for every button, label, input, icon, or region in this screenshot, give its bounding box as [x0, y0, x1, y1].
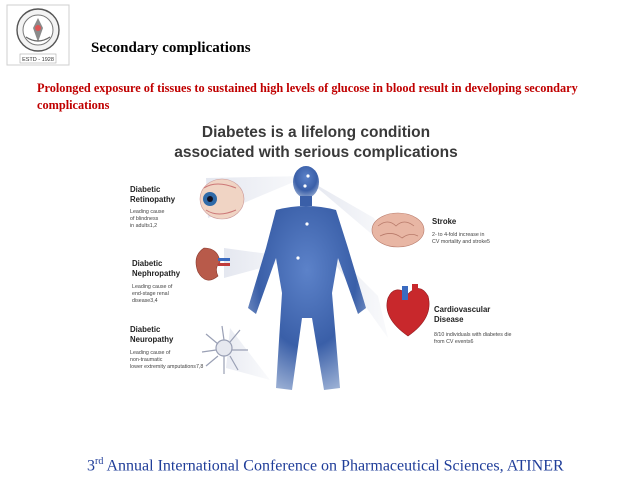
nephropathy-head1: Diabetic — [132, 259, 163, 268]
neuropathy-body3: lower extremity amputations7,8 — [130, 364, 204, 370]
retinopathy-head2: Retinopathy — [130, 195, 176, 204]
institution-logo — [6, 4, 70, 66]
neuropathy-head1: Diabetic — [130, 325, 161, 334]
footer-ordinal-suffix: rd — [95, 456, 104, 467]
nephropathy-body2: end-stage renal — [132, 291, 169, 297]
eye-icon — [200, 179, 244, 219]
retinopathy-body3: in adults1,2 — [130, 223, 158, 229]
stroke-body1: 2- to 4-fold increase in — [432, 232, 485, 238]
figure-title-line1: Diabetes is a lifelong condition — [201, 124, 431, 141]
brain-icon — [372, 213, 424, 247]
slide-subtitle: Prolonged exposure of tissues to sustained high levels of glucose in blood result in developing secondary complications — [37, 81, 578, 112]
neuropathy-body2: non-traumatic — [130, 357, 163, 363]
neuropathy-head2: Neuropathy — [130, 335, 174, 344]
slide-title: Secondary complications — [91, 40, 251, 56]
cardio-head2: Disease — [434, 315, 464, 324]
stroke-body2: CV mortality and stroke5 — [432, 239, 490, 245]
diabetes-complications-figure — [126, 118, 512, 401]
cardio-body1: 8/10 individuals with diabetes die — [434, 332, 512, 338]
cardio-body2: from CV events6 — [434, 339, 474, 345]
cardio-head1: Cardiovascular — [434, 305, 491, 314]
conference-footer — [87, 456, 564, 475]
nephropathy-body1: Leading cause of — [132, 284, 173, 290]
retinopathy-body2: of blindness — [130, 216, 159, 222]
footer-ordinal: 3 — [87, 457, 95, 475]
neuropathy-body1: Leading cause of — [130, 350, 171, 356]
footer-text: Annual International Conference on Pharmaceutical Sciences, ATINER — [103, 457, 564, 475]
figure-title-line2: associated with serious complications — [174, 144, 458, 161]
logo-established-text: ESTD - 1928 — [22, 57, 54, 63]
retinopathy-head1: Diabetic — [130, 185, 161, 194]
retinopathy-body1: Leading cause — [130, 209, 165, 215]
stroke-head1: Stroke — [432, 217, 457, 226]
nephropathy-head2: Nephropathy — [132, 269, 181, 278]
nephropathy-body3: disease3,4 — [132, 298, 158, 304]
